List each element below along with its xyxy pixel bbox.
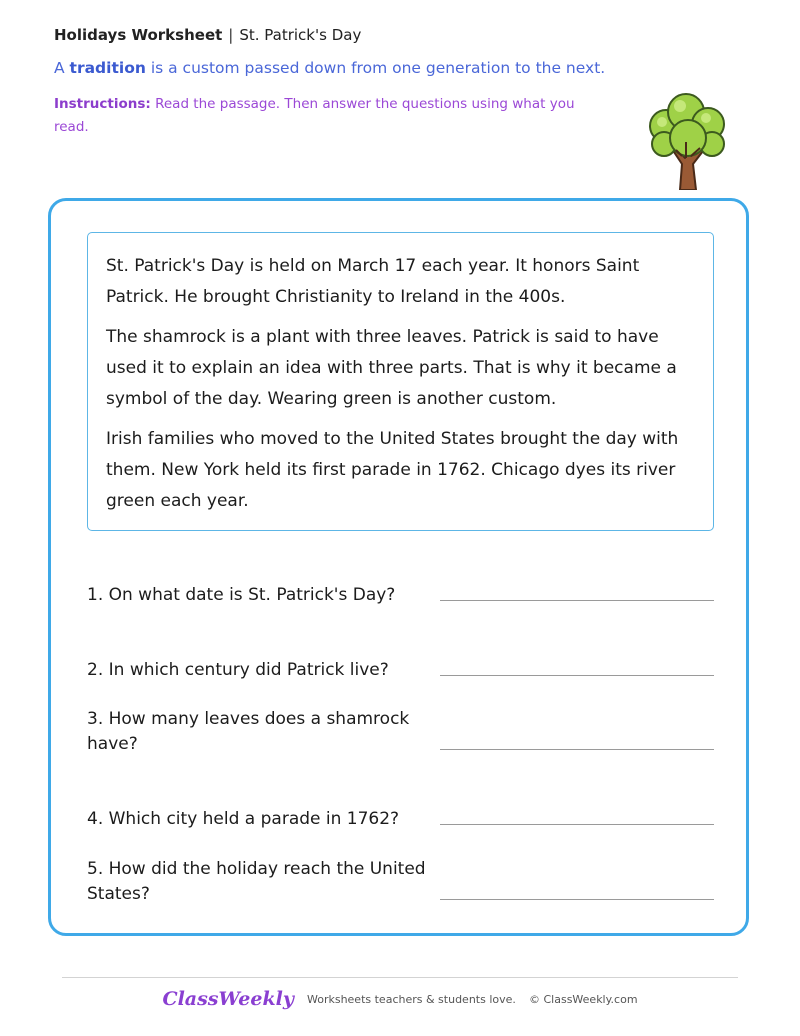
reading-passage <box>87 232 714 531</box>
definition-term: tradition <box>69 59 146 77</box>
definition-prefix: A <box>54 59 65 77</box>
instructions-text: Read the passage. Then answer the questions using what you read. <box>54 96 575 135</box>
definition-line <box>54 59 605 77</box>
passage-paragraph: The shamrock is a plant with three leaves. Patrick is said to have used it to explain an idea with three parts. That is why it became a symbol of the day. Wearing green is another custom. <box>106 327 677 409</box>
passage-paragraph: Irish families who moved to the United States brought the day with them. New York held its first parade in 1762. Chicago dyes its river green each year. <box>106 429 679 511</box>
answer-line-3[interactable] <box>440 749 714 750</box>
question-5: 5. How did the holiday reach the United States? <box>87 859 426 904</box>
answer-line-4[interactable] <box>440 824 714 825</box>
tree-icon <box>640 86 736 190</box>
question-4: 4. Which city held a parade in 1762? <box>87 809 400 829</box>
answer-line-1[interactable] <box>440 600 714 601</box>
question-3: 3. How many leaves does a shamrock have? <box>87 709 410 754</box>
answer-line-2[interactable] <box>440 675 714 676</box>
definition-text: is a custom passed down from one generation to the next. <box>150 59 606 77</box>
footer-divider <box>62 977 738 978</box>
worksheet-label: Holidays Worksheet <box>54 26 223 44</box>
footer-copyright: © ClassWeekly.com <box>528 992 638 1006</box>
brand-logo[interactable]: ClassWeekly <box>162 988 294 1010</box>
instructions <box>54 93 584 139</box>
footer-tagline: Worksheets teachers & students love. <box>306 992 516 1006</box>
passage-paragraph: St. Patrick's Day is held on March 17 each year. It honors Saint Patrick. He brought Christianity to Ireland in the 400s. <box>106 256 640 307</box>
answer-line-5[interactable] <box>440 899 714 900</box>
question-2: 2. In which century did Patrick live? <box>87 660 389 680</box>
worksheet-header <box>54 26 361 44</box>
worksheet-topic: St. Patrick's Day <box>239 26 362 44</box>
footer <box>0 988 800 1010</box>
header-separator: | <box>228 26 234 44</box>
question-1: 1. On what date is St. Patrick's Day? <box>87 585 396 605</box>
instructions-label: Instructions: <box>54 96 151 112</box>
